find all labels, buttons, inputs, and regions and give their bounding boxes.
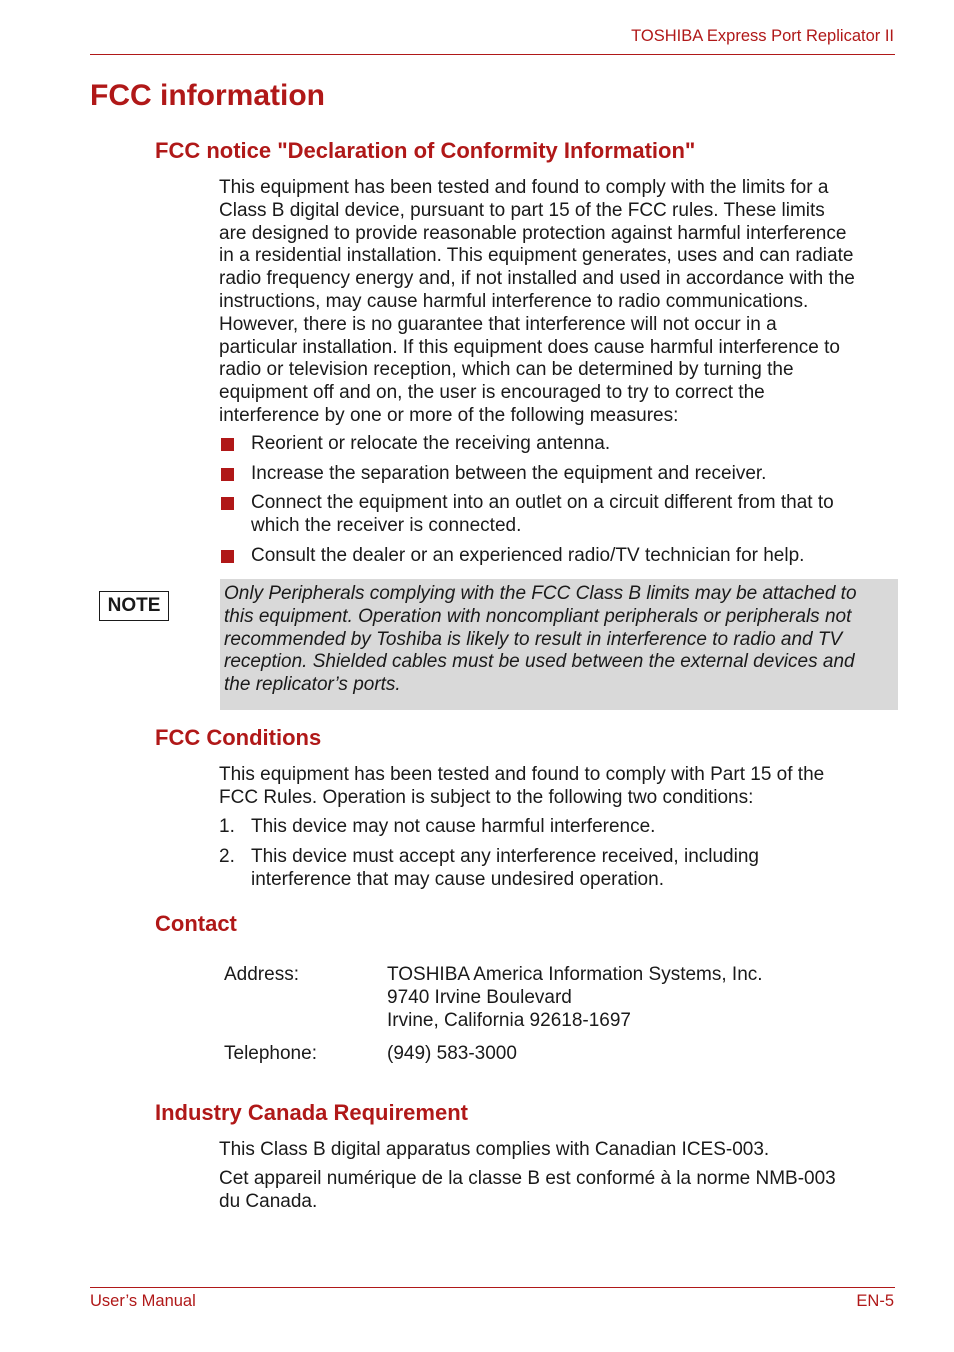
square-bullet-icon — [221, 497, 234, 510]
footer-rule — [90, 1287, 895, 1288]
bullet-text: which the receiver is connected. — [251, 514, 522, 536]
item-text: interference that may cause undesired operation. — [251, 868, 664, 890]
fcc-notice-heading: FCC notice "Declaration of Conformity Information" — [155, 138, 696, 163]
address-label: Address: — [224, 964, 299, 985]
item-text: This device may not cause harmful interference. — [251, 816, 656, 837]
fcc-conditions-paragraph — [219, 764, 899, 810]
address-line: 9740 Irvine Boulevard — [387, 986, 572, 1008]
bullet-text: Connect the equipment into an outlet on a circuit different from that to — [251, 492, 834, 513]
industry-canada-paragraph-1: This Class B digital apparatus complies with Canadian ICES-003. — [219, 1139, 770, 1160]
note-line: Only Peripherals complying with the FCC Class B limits may be attached to — [224, 583, 857, 604]
bullet-item — [219, 545, 899, 568]
text-line: However, there is no guarantee that interference will not occur in a — [219, 313, 777, 335]
numbered-item — [219, 816, 899, 839]
square-bullet-icon — [221, 550, 234, 563]
telephone-value: (949) 583-3000 — [387, 1043, 517, 1064]
text-line: radio or television reception, which can be determined by turning the — [219, 359, 794, 381]
square-bullet-icon — [221, 468, 234, 481]
text-line: interference by one or more of the following measures: — [219, 404, 679, 426]
address-value — [387, 964, 763, 1032]
item-number: 2. — [219, 846, 235, 867]
page-number: EN-5 — [856, 1292, 894, 1310]
text-line: particular installation. If this equipment does cause harmful interference to — [219, 336, 840, 358]
note-line: recommended by Toshiba is likely to result in interference to radio and TV — [224, 628, 843, 650]
industry-canada-heading: Industry Canada Requirement — [155, 1100, 468, 1125]
text-line: Cet appareil numérique de la classe B est conformé à la norme NMB-003 — [219, 1168, 836, 1189]
text-line: du Canada. — [219, 1190, 318, 1212]
square-bullet-icon — [221, 438, 234, 451]
footer-manual-title: User’s Manual — [90, 1292, 196, 1310]
telephone-label: Telephone: — [224, 1043, 317, 1064]
address-line: Irvine, California 92618-1697 — [387, 1009, 631, 1031]
text-line: are designed to provide reasonable protection against harmful interference — [219, 222, 847, 244]
contact-heading: Contact — [155, 911, 237, 936]
bullet-text: Consult the dealer or an experienced radio/TV technician for help. — [251, 545, 805, 566]
note-box — [220, 579, 898, 710]
address-line: TOSHIBA America Information Systems, Inc. — [387, 964, 763, 985]
header-rule — [90, 54, 895, 55]
text-line: This equipment has been tested and found to comply with the limits for a — [219, 177, 829, 198]
bullet-item — [219, 433, 899, 456]
text-line: in a residential installation. This equipment generates, uses and can radiate — [219, 245, 854, 267]
industry-canada-paragraph-2 — [219, 1168, 899, 1214]
numbered-item — [219, 846, 899, 892]
item-number: 1. — [219, 816, 235, 837]
text-line: Class B digital device, pursuant to part 15 of the FCC rules. These limits — [219, 199, 825, 221]
text-line: instructions, may cause harmful interference to radio communications. — [219, 290, 809, 312]
running-header-title: TOSHIBA Express Port Replicator II — [631, 27, 894, 45]
bullet-item — [219, 492, 899, 538]
bullet-text: Increase the separation between the equipment and receiver. — [251, 463, 767, 484]
note-line: this equipment. Operation with noncompliant peripherals or peripherals not — [224, 605, 852, 627]
note-label: NOTE — [99, 591, 169, 621]
bullet-text: Reorient or relocate the receiving antenna. — [251, 433, 611, 454]
fcc-notice-paragraph — [219, 177, 899, 428]
page-title: FCC information — [90, 79, 325, 112]
item-text: This device must accept any interference received, including — [251, 846, 759, 867]
text-line: This equipment has been tested and found to comply with Part 15 of the — [219, 764, 825, 785]
text-line: FCC Rules. Operation is subject to the following two conditions: — [219, 786, 754, 808]
text-line: equipment off and on, the user is encouraged to try to correct the — [219, 382, 765, 404]
note-line: reception. Shielded cables must be used between the external devices and — [224, 651, 855, 673]
bullet-item — [219, 463, 899, 486]
text-line: radio frequency energy and, if not installed and used in accordance with the — [219, 268, 855, 290]
note-line: the replicator’s ports. — [224, 674, 401, 696]
fcc-conditions-heading: FCC Conditions — [155, 725, 322, 750]
